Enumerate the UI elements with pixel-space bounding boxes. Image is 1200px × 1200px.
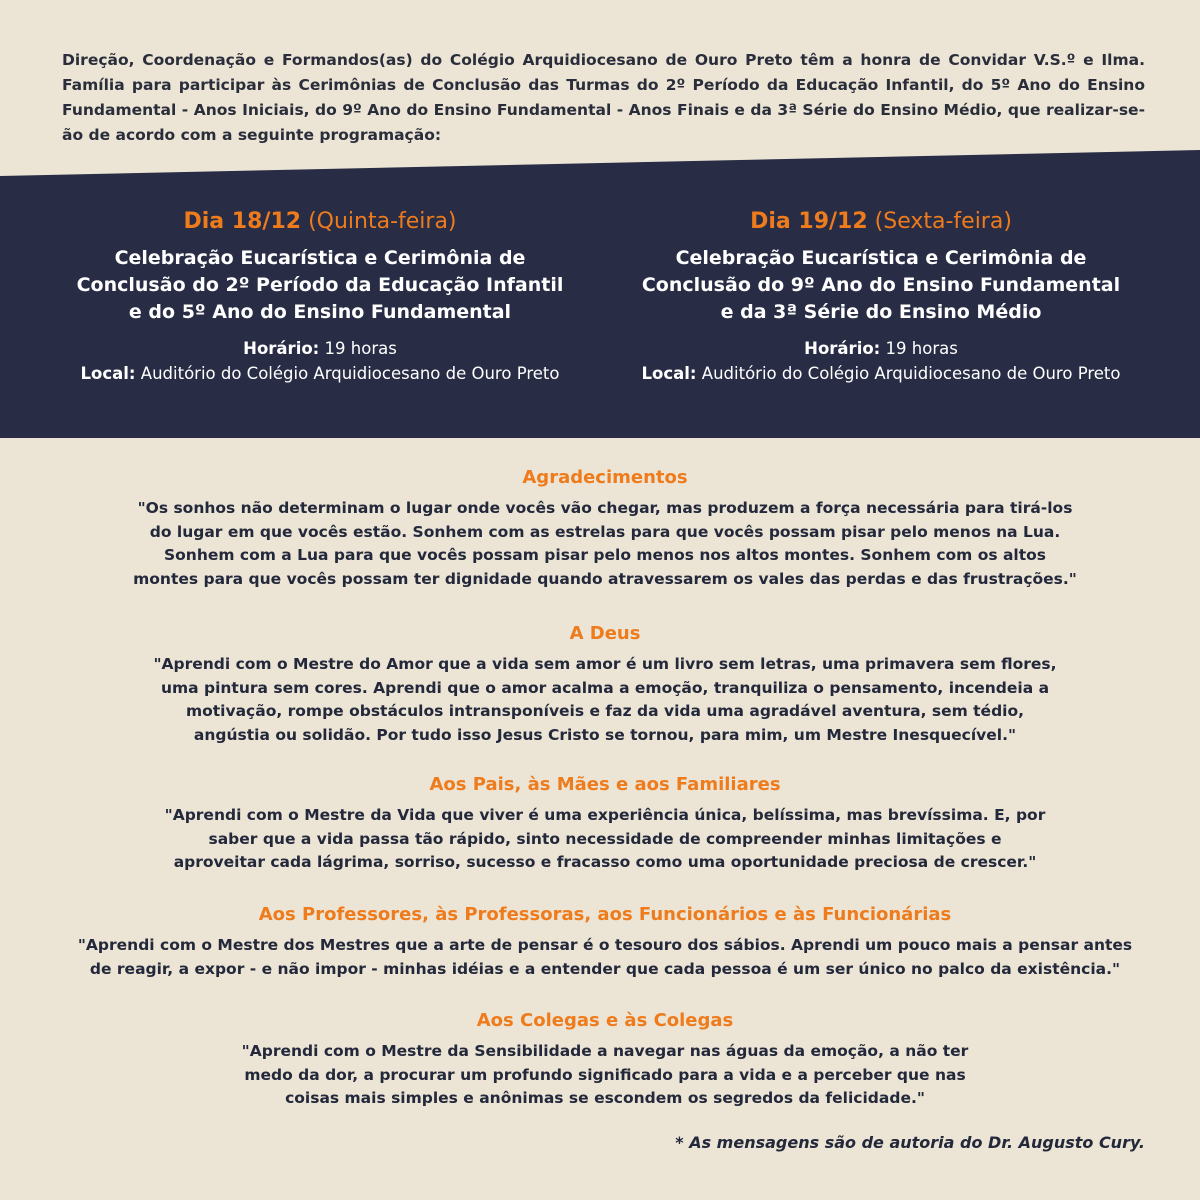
place-value: Auditório do Colégio Arquidiocesano de Ouro Preto [701,364,1121,383]
day-block-19 [601,205,1161,386]
section-a-deus [40,621,1170,747]
time-label: Horário: [804,339,881,358]
quote-line: Sonhem com a Lua para que vocês possam pisar pelo menos nos altos montes. Sonhem com os altos [163,546,1047,564]
section-colegas [40,1008,1170,1111]
place-value: Auditório do Colégio Arquidiocesano de Ouro Preto [140,364,560,383]
ceremony-time [40,336,600,361]
quote-line: "Aprendi com o Mestre da Vida que viver é uma experiência única, belíssima, mas brevíssima. E, por [164,806,1046,824]
quote-line: de reagir, a expor - e não impor - minhas idéias e a entender que cada pessoa é um ser único no palco da existência." [89,959,1121,978]
day-date: Dia 19/12 [750,209,868,234]
quote-line: angústia ou solidão. Por tudo isso Jesus Cristo se tornou, para mim, um Mestre Inesquecível." [193,725,1017,744]
authorship-footnote: * As mensagens são de autoria do Dr. Augusto Cury. [675,1133,1145,1152]
day-date: Dia 18/12 [183,209,302,234]
section-quote [40,934,1170,981]
ceremony-title-line: Conclusão do 2º Período da Educação Infantil [76,274,564,296]
section-title: Aos Professores, às Professoras, aos Funcionários e às Funcionárias [258,904,952,925]
ceremony-place [40,361,600,386]
section-pais [40,772,1170,875]
ceremony-title [601,245,1161,326]
day-weekday: (Sexta-feira) [874,209,1012,234]
ceremony-title-line: e do 5º Ano do Ensino Fundamental [128,301,512,323]
quote-line: "Aprendi com o Mestre dos Mestres que a arte de pensar é o tesouro dos sábios. Aprendi um pouco mais a pensar antes [77,936,1133,954]
quote-line: "Aprendi com o Mestre da Sensibilidade a navegar nas águas da emoção, a não ter [241,1042,969,1060]
section-agradecimentos [40,465,1170,591]
place-label: Local: [641,364,697,383]
time-value: 19 horas [324,339,397,358]
time-label: Horário: [243,339,320,358]
section-title: Aos Pais, às Mães e aos Familiares [429,774,781,795]
ceremony-title-line: e da 3ª Série do Ensino Médio [720,301,1042,323]
quote-line: "Os sonhos não determinam o lugar onde vocês vão chegar, mas produzem a força necessária para tirá-los [137,499,1073,517]
quote-line: medo da dor, a procurar um profundo significado para a vida e a perceber que nas [244,1065,966,1084]
ceremony-place [601,361,1161,386]
quote-line: aproveitar cada lágrima, sorriso, sucesso e fracasso como uma oportunidade preciosa de crescer." [173,853,1037,871]
place-label: Local: [80,364,136,383]
ceremony-title-line: Celebração Eucarística e Cerimônia de [675,247,1087,269]
section-title: Aos Colegas e às Colegas [476,1010,734,1031]
day-block-18 [40,205,600,386]
section-title: Agradecimentos [522,467,688,488]
ceremony-title-line: Conclusão do 9º Ano do Ensino Fundamental [641,274,1121,296]
ceremony-title [40,245,600,326]
ceremony-time [601,336,1161,361]
section-quote [40,497,1170,591]
time-value: 19 horas [885,339,958,358]
quote-line: "Aprendi com o Mestre do Amor que a vida sem amor é um livro sem letras, uma primavera sem flores, [153,655,1057,673]
invitation-intro: Direção, Coordenação e Formandos(as) do Colégio Arquidiocesano de Ouro Preto têm a honra de Convidar V.S.º e Ilma. Família para participar às Cerimônias de Conclusão das Turmas do 2º Período da Educação Infantil, do 5º Ano do Ensino Fundamental - Anos Iniciais, do 9º Ano do Ensino Fundamental - Anos Finais e da 3ª Série do Ensino Médio, que realizar-se-ão de acordo com a seguinte programação: [62,51,1145,144]
quote-line: motivação, rompe obstáculos intransponíveis e faz da vida uma agradável aventura, sem tédio, [185,702,1025,720]
section-quote [40,653,1170,747]
section-quote [40,1040,1170,1111]
quote-line: do lugar em que vocês estão. Sonhem com as estrelas para que vocês possam pisar pelo menos na Lua. [149,522,1061,541]
quote-line: saber que a vida passa tão rápido, sinto necessidade de compreender minhas limitações e [208,829,1002,848]
section-quote [40,804,1170,875]
quote-line: coisas mais simples e anônimas se escondem os segredos da felicidade." [285,1089,925,1107]
quote-line: uma pintura sem cores. Aprendi que o amor acalma a emoção, tranquiliza o pensamento, incendeia a [160,678,1050,697]
ceremony-title-line: Celebração Eucarística e Cerimônia de [114,247,526,269]
day-weekday: (Quinta-feira) [308,209,457,234]
day-heading [601,205,1161,239]
section-professores [40,902,1170,981]
section-title: A Deus [569,623,641,644]
quote-line: montes para que vocês possam ter dignidade quando atravessarem os vales das perdas e das frustrações." [133,569,1077,588]
day-heading [40,205,600,239]
